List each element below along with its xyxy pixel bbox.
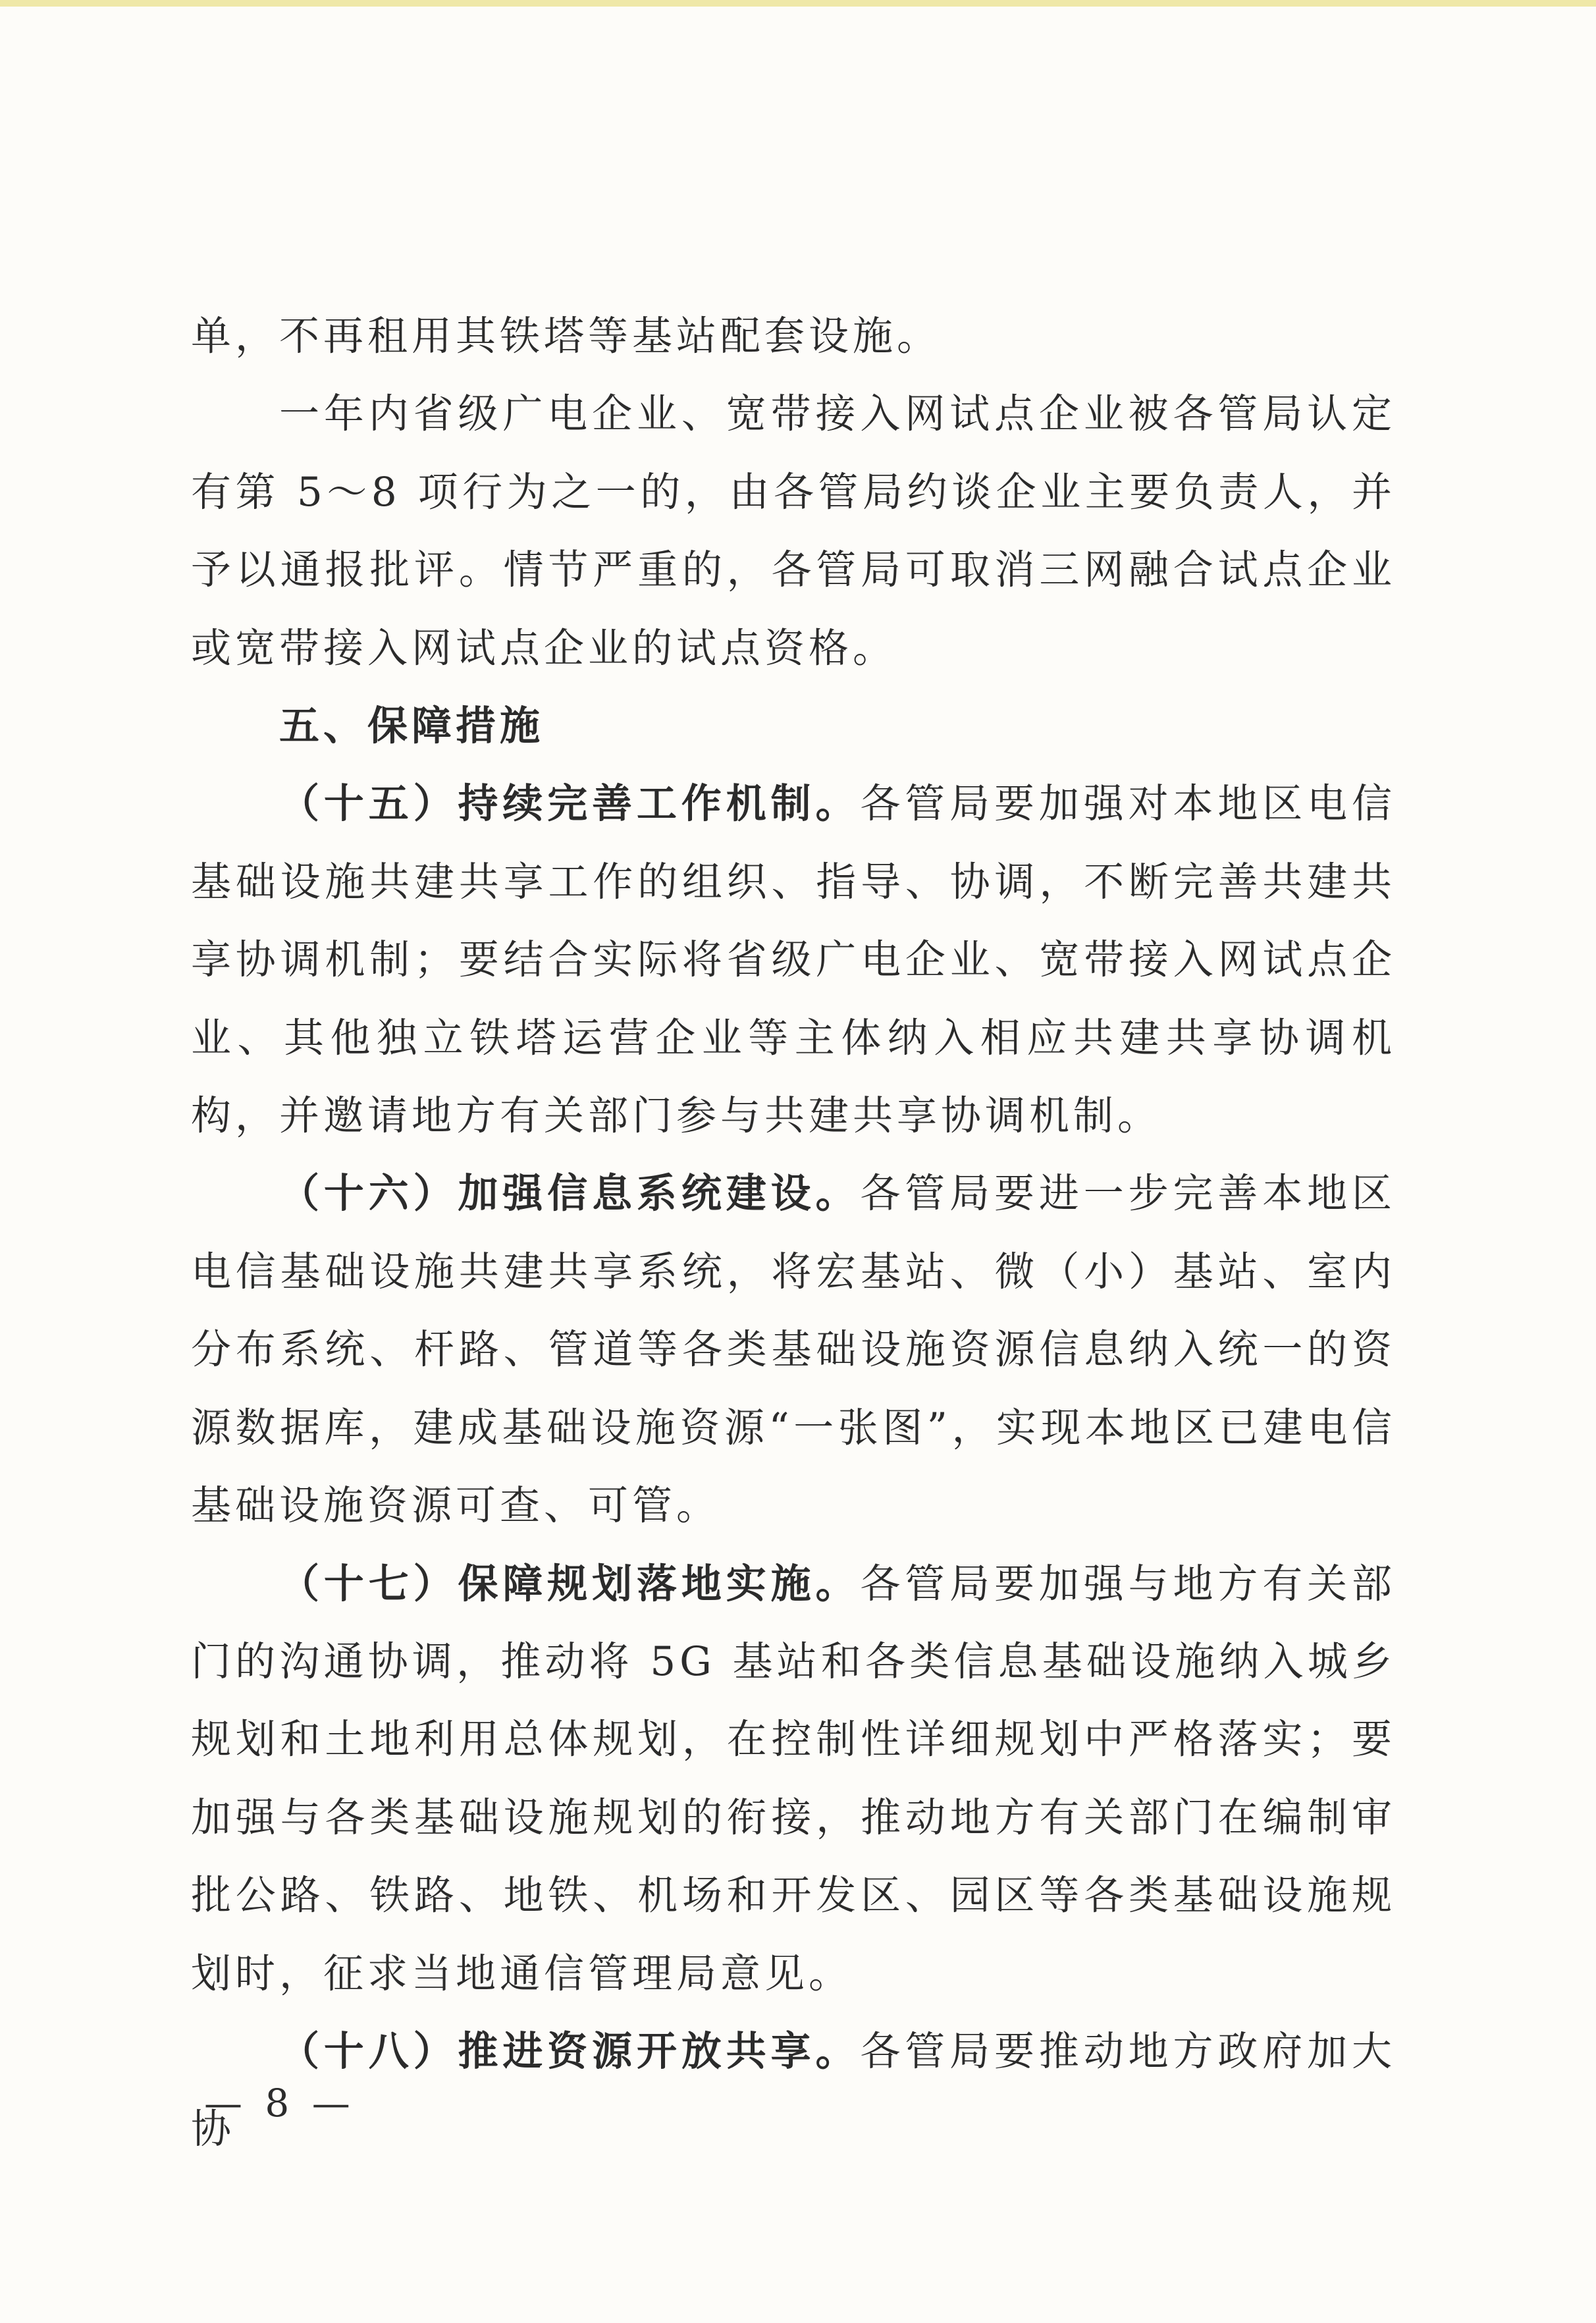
page-top-edge xyxy=(0,0,1596,7)
item-18-title: （十八）推进资源开放共享。 xyxy=(279,2027,861,2075)
item-15-text: 各管局要加强对本地区电信基础设施共建共享工作的组织、指导、协调，不断完善共建共享协调机制；要结合实际将省级广电企业、宽带接入网试点企业、其他独立铁塔运营企业等主体纳入相应共建共享协调机构，并邀请地方有关部门参与共建共享协调机制。 xyxy=(191,780,1396,1140)
item-15 xyxy=(191,765,1396,1155)
document-body xyxy=(191,298,1396,2169)
item-18 xyxy=(191,2013,1396,2169)
paragraph-continuation: 单，不再租用其铁塔等基站配套设施。 xyxy=(191,313,942,360)
item-18-text: 各管局要推动地方政府加大协 xyxy=(191,2027,1396,2153)
item-17 xyxy=(191,1545,1396,2013)
item-16-title: （十六）加强信息系统建设。 xyxy=(279,1170,861,1217)
item-17-title: （十七）保障规划落地实施。 xyxy=(279,1560,861,1607)
item-15-title: （十五）持续完善工作机制。 xyxy=(279,780,861,828)
item-16-text: 各管局要进一步完善本地区电信基础设施共建共享系统，将宏基站、微（小）基站、室内分布系统、杆路、管道等各类基础设施资源信息纳入统一的资源数据库，建成基础设施资源“一张图”，实现本地区已建电信基础设施资源可查、可管。 xyxy=(191,1170,1396,1530)
item-17-text: 各管局要加强与地方有关部门的沟通协调，推动将 5G 基站和各类信息基础设施纳入城乡规划和土地利用总体规划，在控制性详细规划中严格落实；要加强与各类基础设施规划的衔接，推动地方有关部门在编制审批公路、铁路、地铁、机场和开发区、园区等各类基础设施规划时，征求当地通信管理局意见。 xyxy=(191,1560,1396,1997)
paragraph-penalty: 一年内省级广电企业、宽带接入网试点企业被各管局认定有第 5～8 项行为之一的，由各管局约谈企业主要负责人，并予以通报批评。情节严重的，各管局可取消三网融合试点企业或宽带接入网试点企业的试点资格。 xyxy=(191,390,1396,672)
page-number: — 8 — xyxy=(204,2081,356,2125)
section-heading: 五、保障措施 xyxy=(279,703,545,750)
item-16 xyxy=(191,1155,1396,1545)
